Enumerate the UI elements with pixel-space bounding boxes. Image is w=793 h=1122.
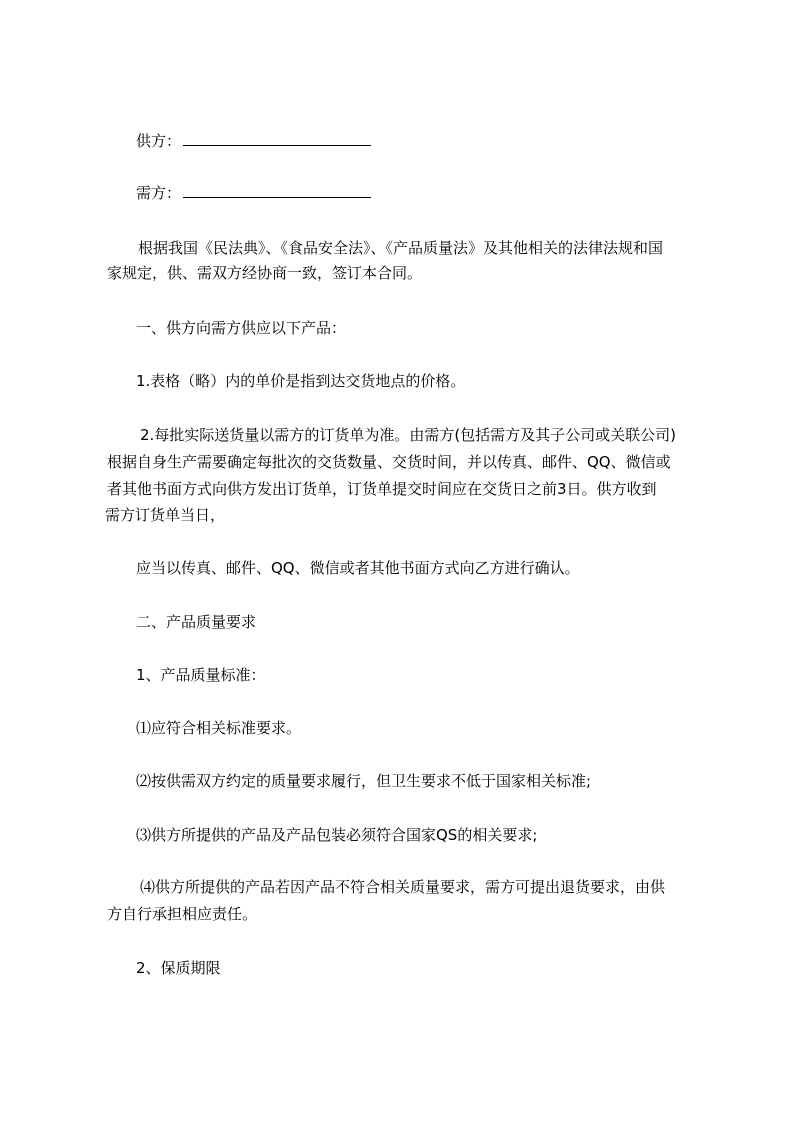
item2-line-2: 根据自身生产需要确定每批次的交货数量、交货时间，并以传真、邮件、QQ、微信或 bbox=[107, 453, 671, 471]
supplier-line bbox=[136, 131, 371, 151]
item2-line-4: 需方订货单当日， bbox=[105, 506, 226, 524]
standard-item-3: ⑶供方所提供的产品及产品包装必须符合国家QS的相关要求; bbox=[136, 826, 538, 844]
standard-item-1: ⑴应符合相关标准要求。 bbox=[136, 719, 302, 737]
sub2-heading: 2、保质期限 bbox=[136, 959, 221, 977]
section2-heading: 二、产品质量要求 bbox=[136, 613, 257, 631]
intro-line-2: 家规定，供、需双方经协商一致，签订本合同。 bbox=[107, 264, 423, 282]
buyer-label: 需方： bbox=[136, 184, 182, 202]
buyer-blank bbox=[183, 183, 371, 198]
supplier-label: 供方： bbox=[136, 132, 182, 150]
standard-item-2: ⑵按供需双方约定的质量要求履行，但卫生要求不低于国家相关标准; bbox=[136, 772, 592, 790]
standard-item-4-line-2: 方自行承担相应责任。 bbox=[107, 905, 258, 923]
sub1-heading: 1、产品质量标准： bbox=[136, 666, 266, 684]
confirm-text: 应当以传真、邮件、QQ、微信或者其他书面方式向乙方进行确认。 bbox=[136, 559, 580, 577]
section1-heading: 一、供方向需方供应以下产品： bbox=[136, 319, 347, 337]
intro-line-1: 根据我国《民法典》、《食品安全法》、《产品质量法》及其他相关的法律法规和国 bbox=[138, 239, 664, 257]
buyer-line bbox=[136, 183, 371, 203]
item2-line-1: 2.每批实际送货量以需方的订货单为准。由需方(包括需方及其子公司或关联公司) bbox=[140, 426, 677, 444]
supplier-blank bbox=[183, 131, 371, 146]
standard-item-4-line-1: ⑷供方所提供的产品若因产品不符合相关质量要求，需方可提出退货要求，由供 bbox=[140, 878, 666, 896]
item2-line-3: 者其他书面方式向供方发出订货单，订货单提交时间应在交货日之前3日。供方收到 bbox=[107, 480, 657, 498]
item1-text: 1.表格（略）内的单价是指到达交货地点的价格。 bbox=[136, 372, 466, 390]
